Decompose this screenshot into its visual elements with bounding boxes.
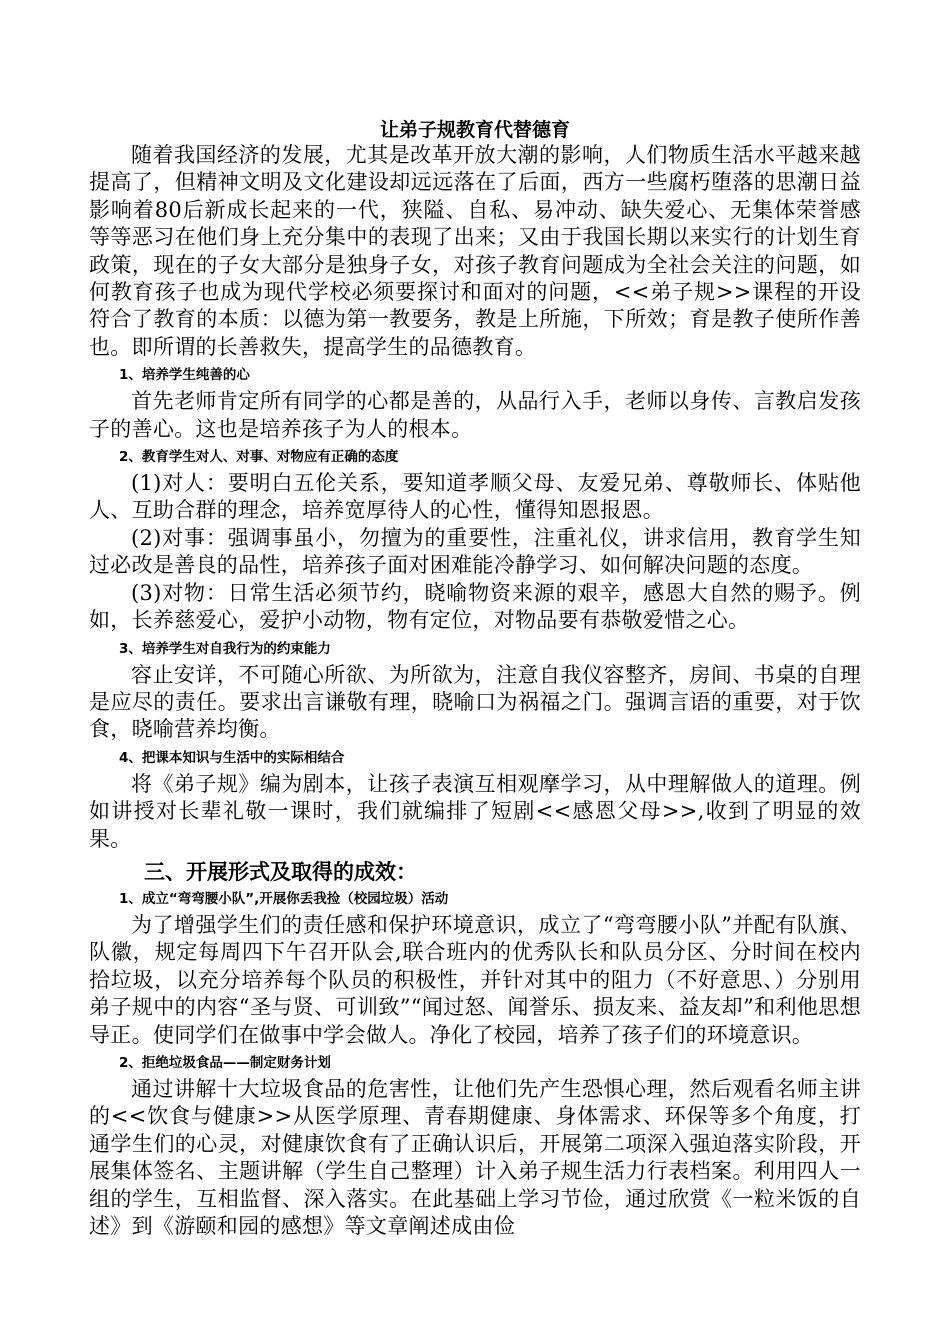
section-3-subheading-1: 1、成立“弯弯腰小队”,开展你丢我捡（校园垃圾）活动 xyxy=(119,890,449,907)
section-3-paragraph-1: 为了增强学生们的责任感和保护环境意识，成立了“弯弯腰小队”并配有队旗、队徽，规定每周四下午召开队会,联合班内的优秀队长和队员分区、分时间在校内拾垃圾，以充分培养每个队员的积极性，并针对其中的阻力（不好意思、）分别用弟子规中的内容“圣与贤、可训致”“闻过怒、闻誉乐、损友来、益友却”和利他思想导正。使同学们在做事中学会做人。净化了校园，培养了孩子们的环境意识。 xyxy=(89,912,861,1047)
section-3-paragraph-2: 通过讲解十大垃圾食品的危害性，让他们先产生恐惧心理，然后观看名师主讲的<<饮食与健康>>从医学原理、青春期健康、身体需求、环保等多个角度，打通学生们的心灵，对健康饮食有了正确认识后，开展第二项深入强迫落实阶段，开展集体签名、主题讲解（学生自己整理）计入弟子规生活力行表档案。利用四人一组的学生，互相监督、深入落实。在此基础上学习节俭，通过欣赏《一粒米饭的自述》到《游颐和园的感想》等文章阐述成由俭 xyxy=(89,1076,861,1238)
intro-paragraph: 随着我国经济的发展，尤其是改革开放大潮的影响，人们物质生活水平越来越提高了，但精神文明及文化建设却远远落在了后面，西方一些腐朽堕落的思潮日益影响着80后新成长起来的一代，狭隘、自私、易冲动、缺失爱心、无集体荣誉感等等恶习在他们身上充分集中的表现了出来；又由于我国长期以来实行的计划生育政策，现在的子女大部分是独身子女，对孩子教育问题成为全社会关注的问题，如何教育孩子也成为现代学校必须要探讨和面对的问题，<<弟子规>>课程的开设符合了教育的本质：以德为第一教要务，教是上所施，下所效；育是教子使所作善也。即所谓的长善救失，提高学生的品德教育。 xyxy=(89,143,861,359)
paragraph-3: 容止安详，不可随心所欲、为所欲为，注意自我仪容整齐，房间、书桌的自理是应尽的责任。要求出言谦敬有理，晓喻口为祸福之门。强调言语的重要，对于饮食，晓喻营养均衡。 xyxy=(89,662,861,742)
paragraph-4: 将《弟子规》编为剧本，让孩子表演互相观摩学习，从中理解做人的道理。例如讲授对长辈礼敬一课时，我们就编排了短剧<<感恩父母>>,收到了明显的效果。 xyxy=(89,771,861,851)
subheading-1: 1、培养学生纯善的心 xyxy=(119,367,250,384)
subheading-2: 2、教育学生对人、对事、对物应有正确的态度 xyxy=(119,449,399,466)
document-page xyxy=(89,118,861,1240)
section-3-heading: 三、开展形式及取得的成效： xyxy=(144,859,417,884)
subheading-3: 3、培养学生对自我行为的约束能力 xyxy=(119,640,331,657)
subheading-4: 4、把课本知识与生活中的实际相结合 xyxy=(119,749,345,766)
section-3-subheading-2: 2、拒绝垃圾食品——制定财务计划 xyxy=(119,1054,331,1071)
document-title: 让弟子规教育代替德育 xyxy=(379,119,570,141)
paragraph-1: 首先老师肯定所有同学的心都是善的，从品行入手，老师以身传、言教启发孩子的善心。这也是培养孩子为人的根本。 xyxy=(89,389,861,441)
paragraph-2a: (1)对人：要明白五伦关系，要知道孝顺父母、友爱兄弟、尊敬师长、体贴他人、互助合群的理念，培养宽厚待人的心性，懂得知恩报恩。 xyxy=(89,471,861,523)
paragraph-2b: (2)对事：强调事虽小，勿擅为的重要性，注重礼仪，讲求信用，教育学生知过必改是善良的品性，培养孩子面对困难能冷静学习、如何解决问题的态度。 xyxy=(89,525,861,578)
paragraph-2c: (3)对物：日常生活必须节约，晓喻物资来源的艰辛，感恩大自然的赐予。例如，长养慈爱心，爱护小动物，物有定位，对物品要有恭敬爱惜之心。 xyxy=(89,580,861,633)
